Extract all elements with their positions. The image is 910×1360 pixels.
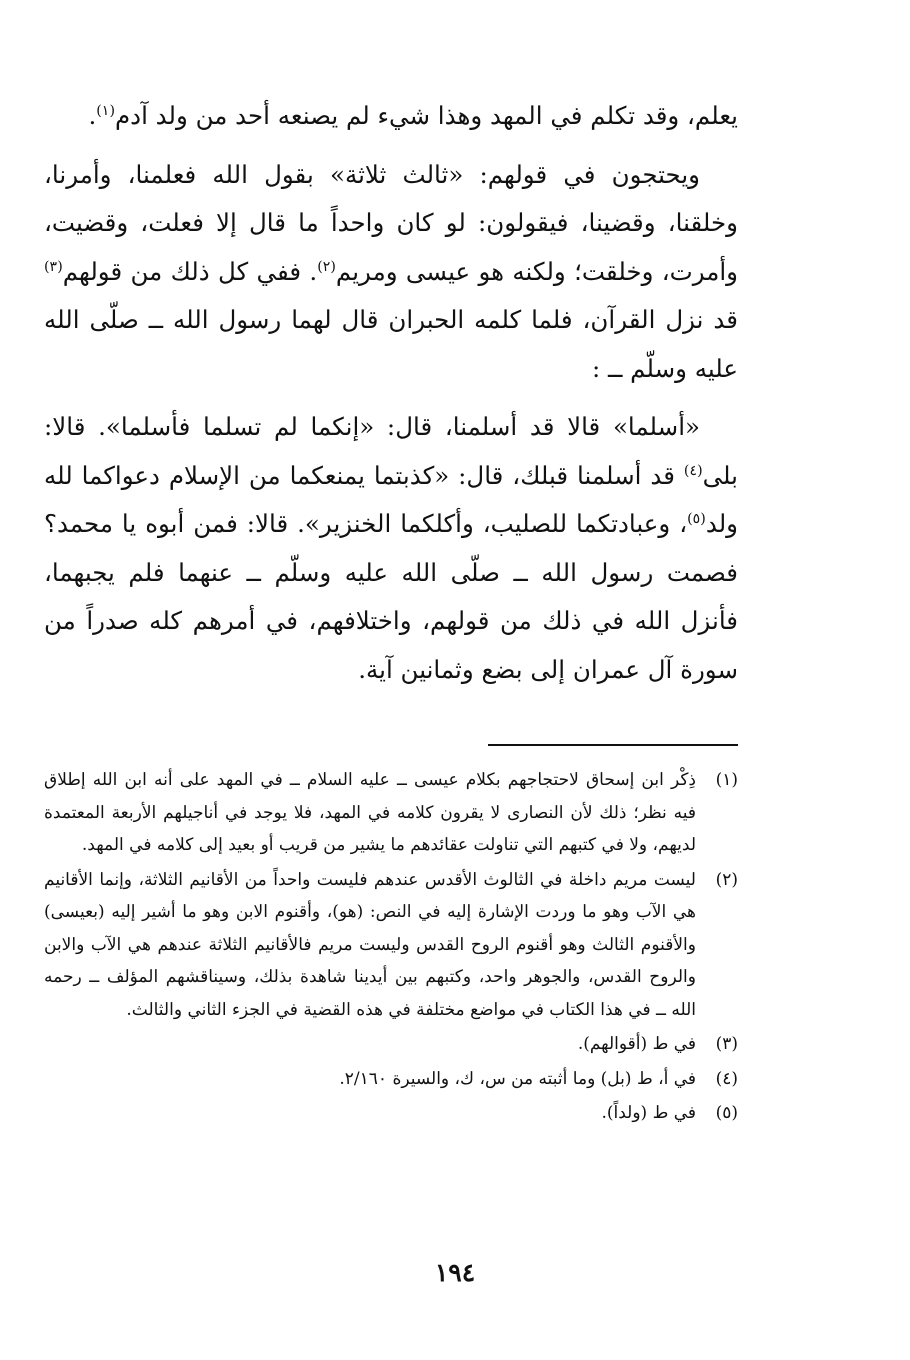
- paragraph-3: «أسلما» قالا قد أسلمنا، قال: «إنكما لم تسلما فأسلما». قالا: بلى$^{(٤)}$ قد أسلمنا قبلك، قال: «كذبتما يمنعكما من الإسلام دعواكما لله ولد$^{(٥)}$، وعبادتكما للصليب، وأكلكما الخنزير». قالا: فمن أبوه يا محمد؟ فصمت رسول الله ــ صلّى الله عليه وسلّم ــ عنهما فلم يجبهما، فأنزل الله في ذلك من قولهم، واختلافهم، في أمرهم كله صدراً من سورة آل عمران إلى بضع وثمانين آية.: [44, 412, 738, 684]
- main-text: [44, 92, 738, 694]
- footnote-text: في ط (أقوالهم).: [577, 1034, 696, 1054]
- footnote-text: في أ، ط (بل) وما أثبته من س، ك، والسيرة ٢/١٦٠.: [339, 1068, 696, 1089]
- footnote-number: (٣): [715, 1034, 738, 1054]
- footnote-number: (٥): [715, 1103, 738, 1123]
- footnote-text: في ط (ولداً).: [601, 1103, 696, 1123]
- footnote-ref-3: (٣): [44, 258, 63, 275]
- footnote-ref-2: (٢): [317, 258, 336, 275]
- footnote-3: [44, 1028, 738, 1061]
- footnote-1: [44, 764, 738, 862]
- footnote-ref-1: (١): [96, 102, 115, 119]
- footnote-ref-4: (٤): [683, 462, 703, 479]
- footnote-2: [44, 864, 738, 1027]
- footnotes: [44, 764, 738, 1130]
- footnote-number: (٢): [715, 869, 738, 890]
- footnote-5: [44, 1097, 738, 1130]
- footnote-4: [44, 1063, 738, 1096]
- footnote-divider: [488, 744, 738, 746]
- footnote-number: (٤): [715, 1068, 738, 1089]
- footnote-text: ذِكْر ابن إسحاق لاحتجاجهم بكلام عيسى ــ عليه السلام ــ في المهد على أنه ابن الله إطلاق فيه نظر؛ ذلك لأن النصارى لا يقرون كلامه في المهد، فلا يوجد في أناجيلهم الأربعة المعتمدة لديهم، ولا في كتبهم التي تناولت عقائدهم ما يشير من قريب أو بعيد إلى كلامه في المهد.: [44, 770, 696, 855]
- page-number: ١٩٤: [434, 1258, 476, 1287]
- footnote-number: (١): [715, 770, 738, 790]
- paragraph-1: يعلم، وقد تكلم في المهد وهذا شيء لم يصنعه أحد من ولد آدم$^{(١)}$.: [88, 101, 738, 130]
- footnote-ref-5: (٥): [687, 510, 706, 527]
- footnote-text: ليست مريم داخلة في الثالوث الأقدس عندهم فليست واحداً من الأقانيم الثلاثة، وإنما الأقانيم هي الآب وهو ما وردت الإشارة إليه في النص: (هو)، وأقنوم الابن وهو ما أشير إليه (بعيسى) والأقنوم الثالث وهو أقنوم الروح القدس وليست مريم فالأقانيم الثلاثة عندهم هي الآب والابن والروح القدس، والجوهر واحد، وكتبهم بين أيدينا شاهدة بذلك، وسيناقشهم المؤلف ــ رحمه الله ــ في هذا الكتاب في مواضع مختلفة في هذه القضية في الجزء الثاني والثالث.: [44, 869, 696, 1020]
- paragraph-2: ويحتجون في قولهم: «ثالث ثلاثة» بقول الله فعلمنا، وأمرنا، وخلقنا، وقضينا، فيقولون: لو كان واحداً ما قال إلا فعلت، وقضيت، وأمرت، وخلقت؛ ولكنه هو عيسى ومريم$^{(٢)}$. ففي كل ذلك من قولهم$^{(٣)}$ قد نزل القرآن، فلما كلمه الحبران قال لهما رسول الله ــ صلّى الله عليه وسلّم ــ :: [44, 159, 738, 383]
